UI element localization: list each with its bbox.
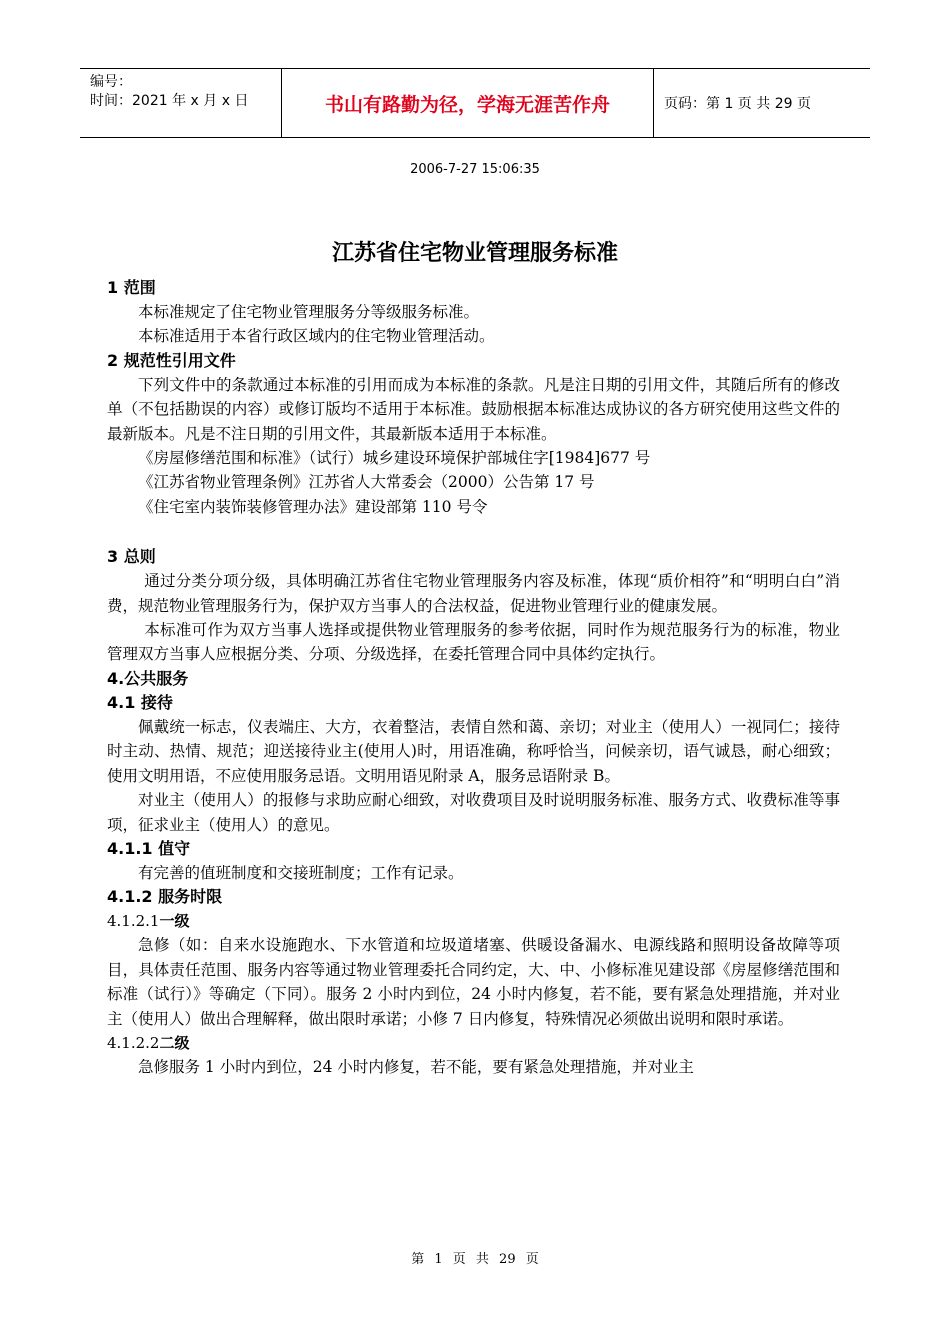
subsection-label: 一级 xyxy=(159,912,190,931)
header-table xyxy=(80,68,870,138)
header-page-info: 页码：第 1 页 共 29 页 xyxy=(664,96,811,112)
document-date: 时间：2021 年 x 月 x 日 xyxy=(90,93,249,109)
subsection-number: 4.1.2.1 xyxy=(107,912,160,931)
section-heading: 3 总则 xyxy=(107,547,156,567)
timestamp: 2006-7-27 15:06:35 xyxy=(410,162,540,177)
reference-item: 《江苏省物业管理条例》江苏省人大常委会（2000）公告第 17 号 xyxy=(138,473,595,492)
paragraph: 本标准规定了住宅物业管理服务分等级服务标准。 xyxy=(138,303,480,321)
subsection-heading xyxy=(107,1031,840,1055)
section-heading: 4.公共服务 xyxy=(107,668,189,688)
subsection-heading xyxy=(107,909,840,933)
header-meta xyxy=(80,69,281,137)
section-heading: 1 范围 xyxy=(107,278,156,297)
reference-item: 《住宅室内装饰装修管理办法》建设部第 110 号令 xyxy=(138,497,488,516)
paragraph: 急修服务 1 小时内到位，24 小时内修复，若不能，要有紧急处理措施，并对业主 xyxy=(138,1057,694,1076)
document-number-label: 编号： xyxy=(90,74,132,90)
header-motto: 书山有路勤为径，学海无涯苦作舟 xyxy=(281,69,654,137)
subsection-label: 二级 xyxy=(159,1033,190,1052)
reference-item: 《房屋修缮范围和标准》（试行）城乡建设环境保护部城住字[1984]677 号 xyxy=(138,449,651,468)
paragraph: 有完善的值班制度和交接班制度；工作有记录。 xyxy=(138,863,464,882)
section-heading: 4.1 接待 xyxy=(107,692,173,712)
subsection-number: 4.1.2.2 xyxy=(107,1033,160,1052)
page-footer: 第 1 页 共 29 页 xyxy=(411,1252,539,1267)
section-heading: 4.1.1 值守 xyxy=(107,838,191,858)
paragraph: 佩戴统一标志，仪表端庄、大方，衣着整洁，表情自然和蔼、亲切；对业主（使用人）一视同仁；接待时主动、热情、规范；迎送接待业主(使用人)时，用语准确，称呼恰当，问候亲切，语气诚恳，耐心细致；使用文明用语，不应使用服务忌语。文明用语见附录 A，服务忌语附录 B。 xyxy=(107,717,840,785)
document-body xyxy=(107,276,840,1079)
paragraph: 对业主（使用人）的报修与求助应耐心细致，对收费项目及时说明服务标准、服务方式、收费标准等事项，征求业主（使用人）的意见。 xyxy=(107,791,840,834)
section-heading: 2 规范性引用文件 xyxy=(107,350,236,370)
paragraph: 下列文件中的条款通过本标准的引用而成为本标准的条款。凡是注日期的引用文件，其随后所有的修改单（不包括勘误的内容）或修订版均不适用于本标准。鼓励根据本标准达成协议的各方研究使用这些文件的最新版本。凡是不注日期的引用文件，其最新版本适用于本标准。 xyxy=(107,375,840,443)
paragraph: 本标准适用于本省行政区域内的住宅物业管理活动。 xyxy=(138,327,495,346)
section-heading: 4.1.2 服务时限 xyxy=(107,887,223,907)
paragraph: 通过分类分项分级，具体明确江苏省住宅物业管理服务内容及标准，体现“质价相符”和“明明白白”消费，规范物业管理服务行为，保护双方当事人的合法权益，促进物业管理行业的健康发展。 xyxy=(107,572,840,615)
paragraph: 本标准可作为双方当事人选择或提供物业管理服务的参考依据，同时作为规范服务行为的标准，物业管理双方当事人应根据分类、分项、分级选择，在委托管理合同中具体约定执行。 xyxy=(107,621,840,664)
document-title: 江苏省住宅物业管理服务标准 xyxy=(331,241,618,266)
paragraph: 急修（如：自来水设施跑水、下水管道和垃圾道堵塞、供暖设备漏水、电源线路和照明设备故障等项目，具体责任范围、服务内容等通过物业管理委托合同约定，大、中、小修标准见建设部《房屋修缮范围和标准（试行）》等确定（下同）。服务 2 小时内到位，24 小时内修复，若不能，要有紧急处理措施，并对业主（使用人）做出合理解释，做出限时承诺；小修 7 日内修复，特殊情况必须做出说明和限时承诺。 xyxy=(107,936,840,1028)
